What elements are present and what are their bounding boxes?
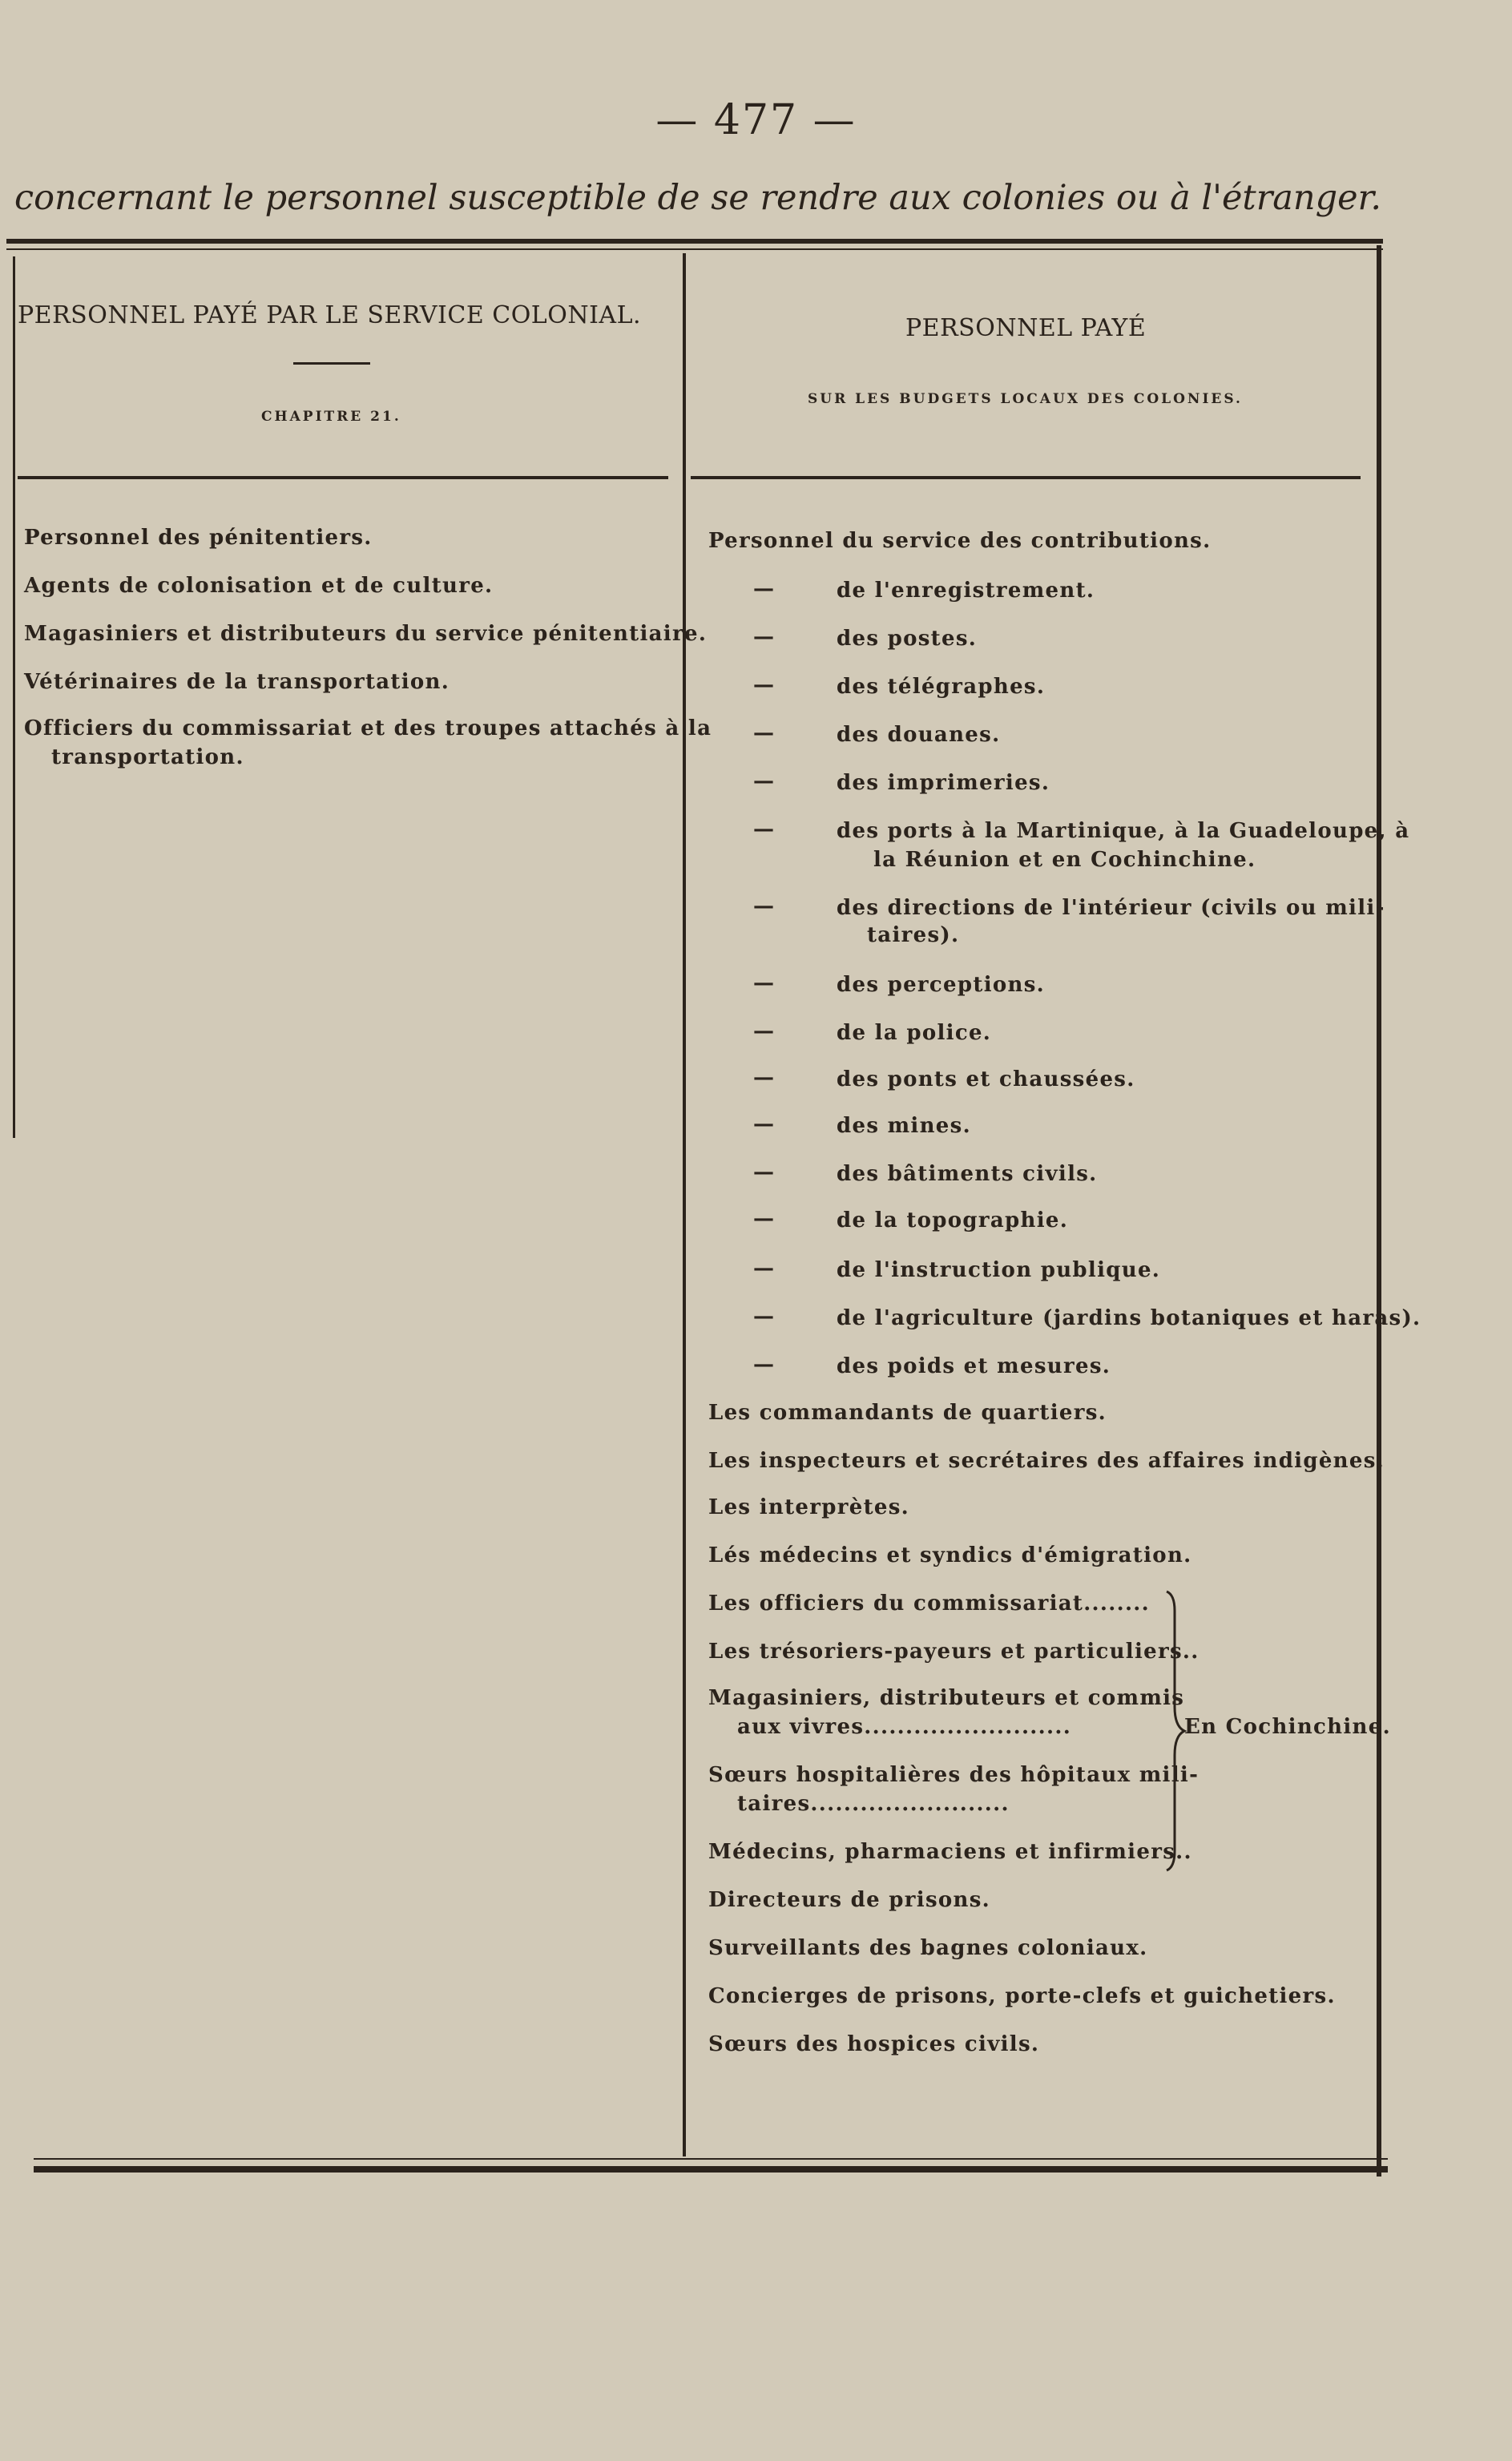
braced-item: Médecins, pharmaciens et infirmiers..: [708, 1840, 1192, 1864]
right-dash-item: de la topographie.: [837, 1208, 1069, 1233]
left-item: Vétérinaires de la transportation.: [24, 670, 450, 694]
ditto-dash: —: [753, 721, 774, 745]
brace-label: En Cochinchine.: [1184, 1715, 1391, 1739]
right-item: Les interprètes.: [708, 1495, 910, 1519]
right-column-title: PERSONNEL PAYÉ: [905, 314, 1147, 342]
ditto-dash: —: [753, 1257, 774, 1281]
right-column-subtitle: SUR LES BUDGETS LOCAUX DES COLONIES.: [808, 391, 1243, 407]
ditto-dash: —: [753, 769, 774, 793]
right-item: Sœurs des hospices civils.: [708, 2032, 1040, 2056]
right-item: Personnel du service des contributions.: [708, 529, 1212, 553]
right-dash-item-continued: taires).: [867, 923, 960, 947]
ditto-dash: —: [753, 1112, 774, 1136]
right-dash-item: des ponts et chaussées.: [837, 1067, 1135, 1091]
top-rule: [6, 239, 1383, 244]
right-item: Concierges de prisons, porte-clefs et guichetiers.: [708, 1984, 1336, 2008]
left-item: transportation.: [51, 745, 244, 769]
braced-item-continued: aux vivres.........................: [737, 1715, 1072, 1739]
ditto-dash: —: [753, 1019, 774, 1043]
page-number: — 477 —: [655, 96, 857, 144]
right-dash-item: des douanes.: [837, 723, 1001, 747]
right-item: Directeurs de prisons.: [708, 1888, 991, 1912]
right-dash-item: de l'agriculture (jardins botaniques et haras).: [837, 1306, 1421, 1330]
left-column-title: PERSONNEL PAYÉ PAR LE SERVICE COLONIAL.: [18, 301, 642, 329]
left-title-underline: [293, 362, 370, 365]
braced-item: Magasiniers, distributeurs et commis: [708, 1686, 1185, 1710]
ditto-dash: —: [753, 1160, 774, 1184]
ditto-dash: —: [753, 1305, 774, 1329]
left-item: Officiers du commissariat et des troupes attachés à la: [24, 716, 712, 740]
ditto-dash: —: [753, 971, 774, 995]
left-frame-line: [13, 256, 15, 1138]
right-dash-item: des ports à la Martinique, à la Guadeloupe, à: [837, 819, 1410, 843]
left-header-rule: [18, 476, 668, 479]
right-item: Surveillants des bagnes coloniaux.: [708, 1936, 1148, 1960]
ditto-dash: —: [753, 894, 774, 918]
ditto-dash: —: [753, 1066, 774, 1090]
braced-item: Sœurs hospitalières des hôpitaux mili-: [708, 1763, 1200, 1787]
right-dash-item: des imprimeries.: [837, 771, 1050, 795]
ditto-dash: —: [753, 1353, 774, 1377]
right-frame-line: [1377, 245, 1381, 2177]
right-item: Lés médecins et syndics d'émigration.: [708, 1543, 1192, 1567]
right-item: Les inspecteurs et secrétaires des affaires indigènes.: [708, 1449, 1385, 1473]
right-dash-item: de la police.: [837, 1021, 992, 1045]
ditto-dash: —: [753, 625, 774, 649]
ditto-dash: —: [753, 1207, 774, 1231]
right-dash-item: des postes.: [837, 627, 978, 651]
right-dash-item-continued: la Réunion et en Cochinchine.: [873, 848, 1256, 872]
right-item: Les commandants de quartiers.: [708, 1401, 1107, 1425]
right-dash-item: des poids et mesures.: [837, 1354, 1111, 1378]
chapter-label: CHAPITRE 21.: [261, 409, 401, 425]
right-dash-item: de l'instruction publique.: [837, 1258, 1161, 1282]
left-item: Magasiniers et distributeurs du service pénitentiaire.: [24, 622, 708, 646]
top-rule-thin: [6, 248, 1383, 250]
bottom-rule: [34, 2166, 1388, 2173]
right-header-rule: [691, 476, 1361, 479]
ditto-dash: —: [753, 817, 774, 841]
page-heading: concernant le personnel susceptible de se rendre aux colonies ou à l'étranger.: [14, 178, 1382, 218]
bottom-rule-thin: [34, 2158, 1388, 2160]
left-item: Agents de colonisation et de culture.: [24, 574, 494, 598]
braced-item: Les trésoriers-payeurs et particuliers..: [708, 1640, 1200, 1664]
right-dash-item: de l'enregistrement.: [837, 579, 1095, 603]
right-dash-item: des mines.: [837, 1114, 971, 1138]
center-divider: [683, 253, 686, 2156]
right-dash-item: des bâtiments civils.: [837, 1162, 1098, 1186]
braced-item: Les officiers du commissariat........: [708, 1592, 1151, 1616]
right-dash-item: des directions de l'intérieur (civils ou mili-: [837, 896, 1385, 920]
right-dash-item: des télégraphes.: [837, 675, 1046, 699]
right-dash-item: des perceptions.: [837, 973, 1046, 997]
ditto-dash: —: [753, 577, 774, 601]
braced-item-continued: taires........................: [737, 1792, 1010, 1816]
ditto-dash: —: [753, 673, 774, 697]
left-item: Personnel des pénitentiers.: [24, 526, 373, 550]
